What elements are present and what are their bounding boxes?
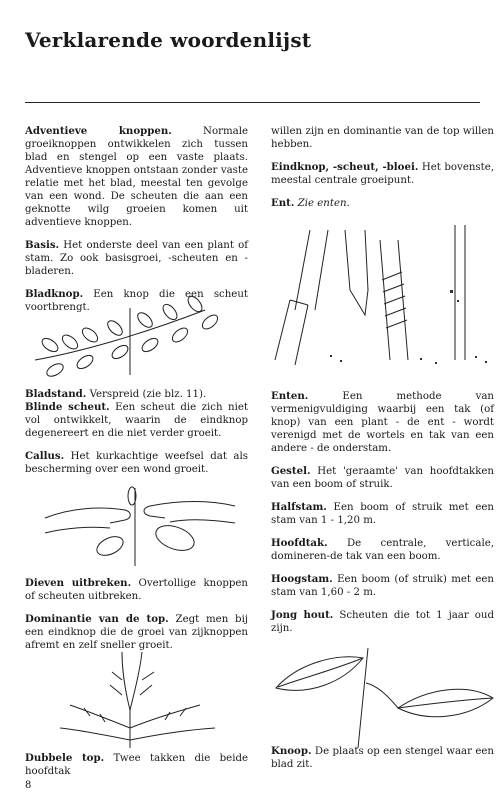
term: Bladknop. <box>25 288 84 300</box>
definition: Een scheut die zich niet vol ontwikkelt, waarin de eindknop degenereert en die niet verder groeit. <box>25 402 248 439</box>
page-number: 8 <box>25 780 32 791</box>
leafy-shoot-illustration <box>30 290 250 380</box>
term: Adventieve knoppen. <box>25 125 172 137</box>
term: Knoop. <box>271 745 312 757</box>
node-leaf-illustration <box>268 638 498 748</box>
term: Bladstand. <box>25 388 87 400</box>
entry-basis <box>25 239 248 278</box>
definition: Verspreid (zie blz. 11). <box>86 389 207 400</box>
term: Eindknop, -scheut, -bloei. <box>271 161 419 173</box>
term: Enten. <box>271 390 309 402</box>
entry-dieven-uitbreken <box>25 577 248 603</box>
term: Gestel. <box>271 465 311 477</box>
definition: Een knop die een scheut voortbrengt. <box>25 289 248 313</box>
entry-halfstam <box>271 501 494 527</box>
entry-continuation <box>271 125 494 151</box>
entry-dominantie <box>25 613 248 652</box>
definition: Twee takken die beide hoofdtak <box>25 753 249 777</box>
definition: Zegt men bij een eindknop die de groei van zijknoppen afremt en zelf sneller groeit. <box>25 614 248 651</box>
term: Dieven uitbreken. <box>25 577 132 589</box>
right-column-bottom <box>271 745 494 781</box>
definition: Een methode van vermenigvuldiging waarbij een tak (of knop) van een plant - de ent - wordt verenigd met de wortels en tak van een andere - de onderstam. <box>271 391 494 454</box>
definition: willen zijn en dominantie van de top willen hebben. <box>271 126 494 150</box>
entry-eindknop <box>271 161 494 187</box>
term: Jong hout. <box>271 609 334 621</box>
entry-gestel <box>271 465 494 491</box>
definition: Scheuten die tot 1 jaar oud zijn. <box>271 610 494 634</box>
entry-enten <box>271 390 494 455</box>
definition: De centrale, verticale, domineren-de tak van een boom. <box>271 538 494 562</box>
right-column-top <box>271 125 494 220</box>
term: Callus. <box>25 450 65 462</box>
term: Hoofdtak. <box>271 537 328 549</box>
term: Blinde scheut. <box>25 401 110 413</box>
entry-adventieve <box>25 125 248 229</box>
definition: Het 'geraamte' van hoofdtakken van een boom of struik. <box>271 466 494 490</box>
right-column-mid <box>271 390 494 645</box>
entry-knoop <box>271 745 494 771</box>
definition: Zie enten. <box>294 198 350 209</box>
term: Hoogstam. <box>271 573 333 585</box>
entry-hoofdtak <box>271 537 494 563</box>
term: Basis. <box>25 239 60 251</box>
entry-ent <box>271 197 494 210</box>
definition: Een boom of struik met een stam van 1 - 1,20 m. <box>271 502 494 526</box>
left-column-mid <box>25 388 248 486</box>
term: Ent. <box>271 197 295 209</box>
title-rule <box>25 102 480 103</box>
entry-bladstand <box>25 388 248 401</box>
hands-pinching-illustration <box>40 478 240 568</box>
grafting-illustration <box>270 220 495 370</box>
entry-dubbele-top <box>25 752 248 778</box>
term: Halfstam. <box>271 501 327 513</box>
left-column-bottom <box>25 752 248 788</box>
entry-jong-hout <box>271 609 494 635</box>
definition: Het kurkachtige weefsel dat als bescherming over een wond groeit. <box>25 451 248 475</box>
definition: Een boom (of struik) met een stam van 1,60 - 2 m. <box>271 574 494 598</box>
entry-blinde-scheut <box>25 401 248 440</box>
term: Dubbele top. <box>25 752 105 764</box>
definition: Het bovenste, meestal centrale groeipunt. <box>271 162 494 186</box>
page-title: Verklarende woordenlijst <box>25 28 312 52</box>
entry-callus <box>25 450 248 476</box>
definition: De plaats op een stengel waar een blad zit. <box>271 746 494 770</box>
entry-hoogstam <box>271 573 494 599</box>
term: Dominantie van de top. <box>25 613 169 625</box>
double-top-illustration <box>60 650 220 750</box>
definition: Normale groeiknoppen ontwikkelen zich tussen blad en stengel op een vaste plaats. Adventieve knoppen ontstaan zonder vaste relatie met het blad, meestal ten gevolge van een wond. De scheuten die aan een geknotte wilg groeien komen uit adventieve knoppen. <box>25 126 248 228</box>
definition: Het onderste deel van een plant of stam. Zo ook basisgroei, -scheuten en -bladeren. <box>25 240 248 277</box>
definition: Overtollige knoppen of scheuten uitbreken. <box>25 578 248 602</box>
